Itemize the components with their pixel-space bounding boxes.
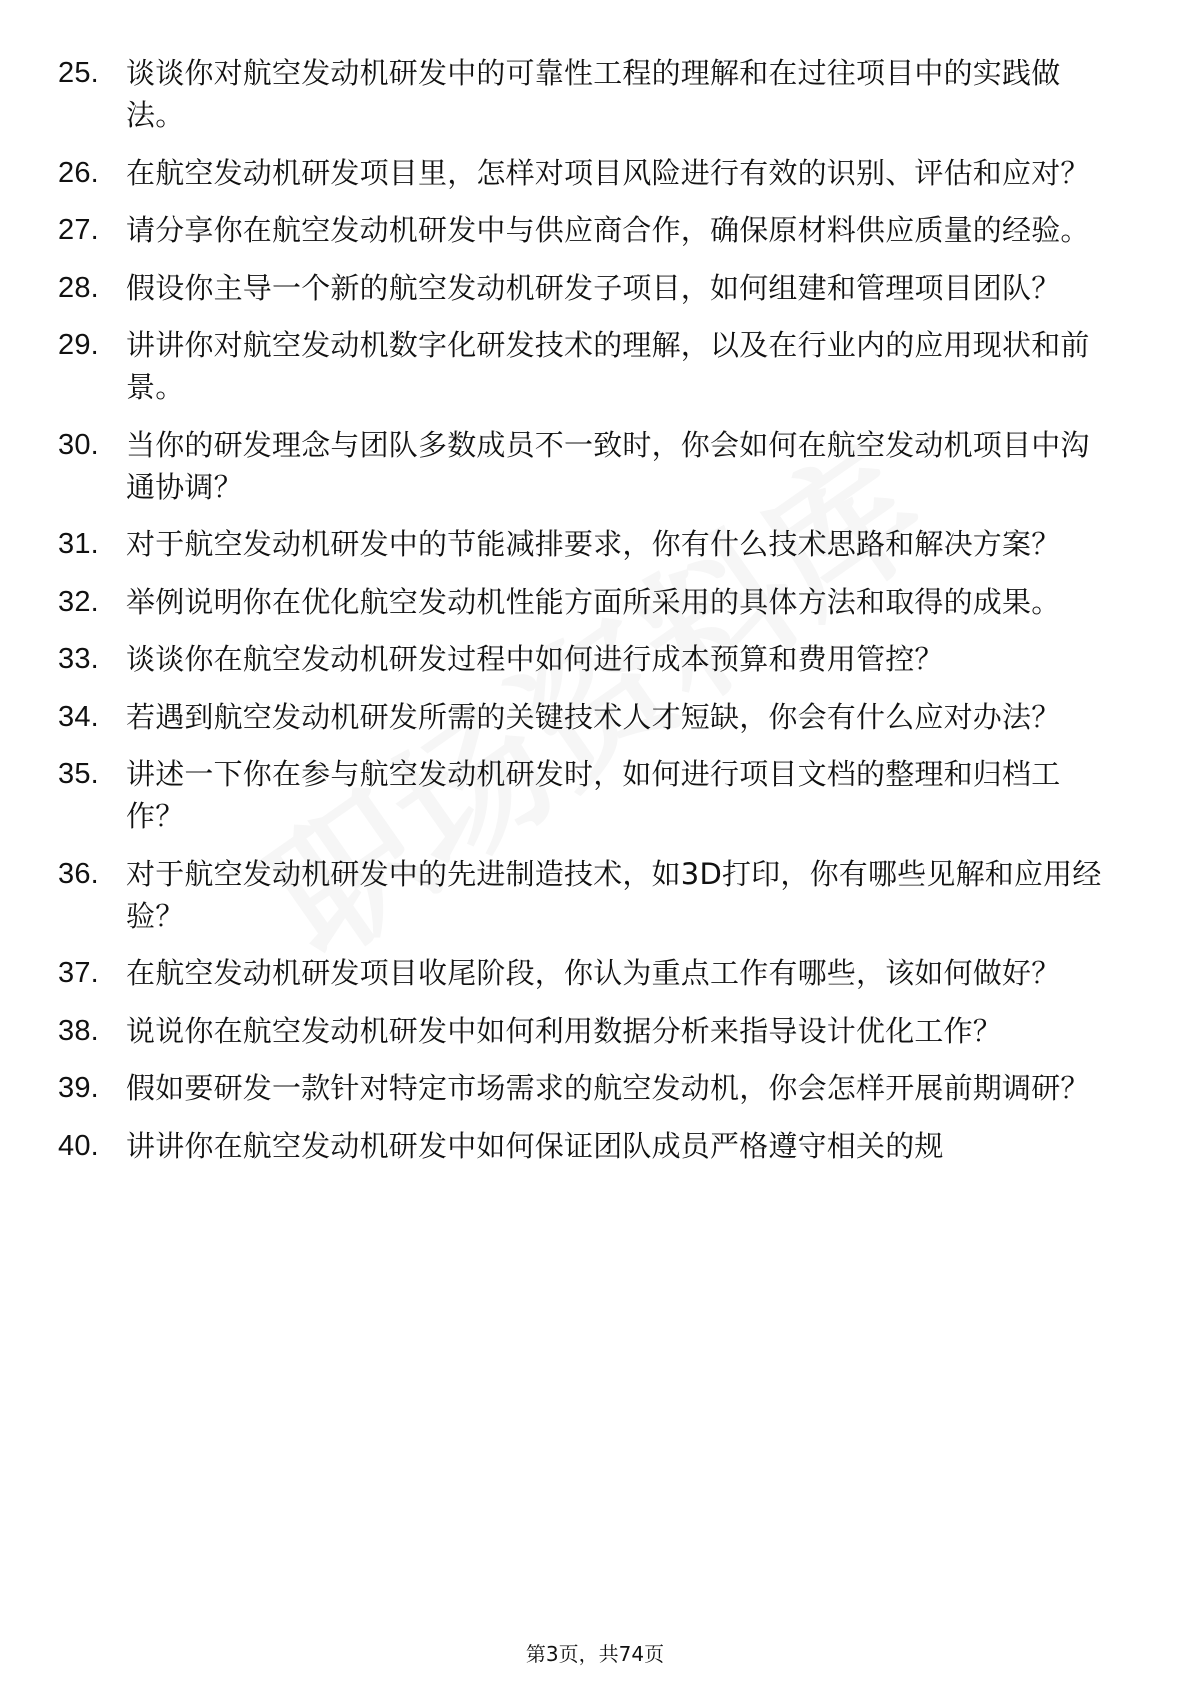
question-item [58, 853, 1118, 937]
question-item [58, 638, 1118, 680]
question-text: 在航空发动机研发项目收尾阶段，你认为重点工作有哪些，该如何做好？ [126, 956, 1061, 990]
question-number: 25. [58, 57, 99, 89]
question-number: 26. [58, 156, 99, 189]
question-item [58, 696, 1118, 738]
question-item [58, 152, 1118, 194]
question-item [58, 1125, 1118, 1167]
question-number: 32. [58, 585, 99, 618]
question-item [58, 52, 1118, 136]
question-number: 31. [58, 528, 99, 560]
question-text: 假如要研发一款针对特定市场需求的航空发动机，你会怎样开展前期调研？ [126, 1071, 1090, 1105]
question-item [58, 753, 1118, 837]
question-number: 35. [58, 758, 99, 790]
question-text: 若遇到航空发动机研发所需的关键技术人才短缺，你会有什么应对办法？ [126, 699, 1061, 734]
question-number: 39. [58, 1072, 99, 1104]
question-number: 33. [58, 643, 99, 675]
question-text: 对于航空发动机研发中的节能减排要求，你有什么技术思路和解决方案？ [126, 527, 1061, 561]
page-footer: 第3页，共74页 [525, 1642, 665, 1666]
question-item [58, 952, 1118, 994]
question-number: 29. [58, 329, 99, 361]
question-number: 40. [58, 1129, 99, 1162]
question-text: 谈谈你对航空发动机研发中的可靠性工程的理解和在过往项目中的实践做法。 [126, 56, 1061, 132]
question-number: 37. [58, 957, 99, 989]
question-item [58, 581, 1118, 623]
question-text: 谈谈你在航空发动机研发过程中如何进行成本预算和费用管控？ [126, 642, 944, 676]
question-text: 讲讲你在航空发动机研发中如何保证团队成员严格遵守相关的规 [126, 1128, 944, 1163]
question-item [58, 523, 1118, 565]
question-number: 30. [58, 428, 99, 461]
question-number: 34. [58, 700, 99, 733]
question-item [58, 424, 1118, 508]
question-item [58, 209, 1118, 251]
question-number: 36. [58, 857, 99, 890]
question-text: 当你的研发理念与团队多数成员不一致时，你会如何在航空发动机项目中沟通协调？ [126, 427, 1090, 504]
question-text: 假设你主导一个新的航空发动机研发子项目，如何组建和管理项目团队？ [126, 270, 1061, 305]
question-text: 说说你在航空发动机研发中如何利用数据分析来指导设计优化工作？ [126, 1013, 1003, 1048]
question-item [58, 1010, 1118, 1052]
question-number: 38. [58, 1014, 99, 1047]
question-text: 请分享你在航空发动机研发中与供应商合作，确保原材料供应质量的经验。 [126, 213, 1090, 247]
question-number: 28. [58, 271, 99, 304]
question-list [58, 52, 1118, 1182]
question-item [58, 1067, 1118, 1109]
question-text: 讲述一下你在参与航空发动机研发时，如何进行项目文档的整理和归档工作？ [126, 757, 1061, 833]
question-item [58, 324, 1118, 408]
question-number: 27. [58, 214, 99, 246]
question-text: 讲讲你对航空发动机数字化研发技术的理解，以及在行业内的应用现状和前景。 [126, 328, 1090, 404]
question-item [58, 267, 1118, 309]
question-text: 对于航空发动机研发中的先进制造技术，如3D打印，你有哪些见解和应用经验？ [126, 856, 1102, 933]
question-text: 举例说明你在优化航空发动机性能方面所采用的具体方法和取得的成果。 [126, 584, 1061, 619]
question-text: 在航空发动机研发项目里，怎样对项目风险进行有效的识别、评估和应对？ [126, 155, 1090, 190]
